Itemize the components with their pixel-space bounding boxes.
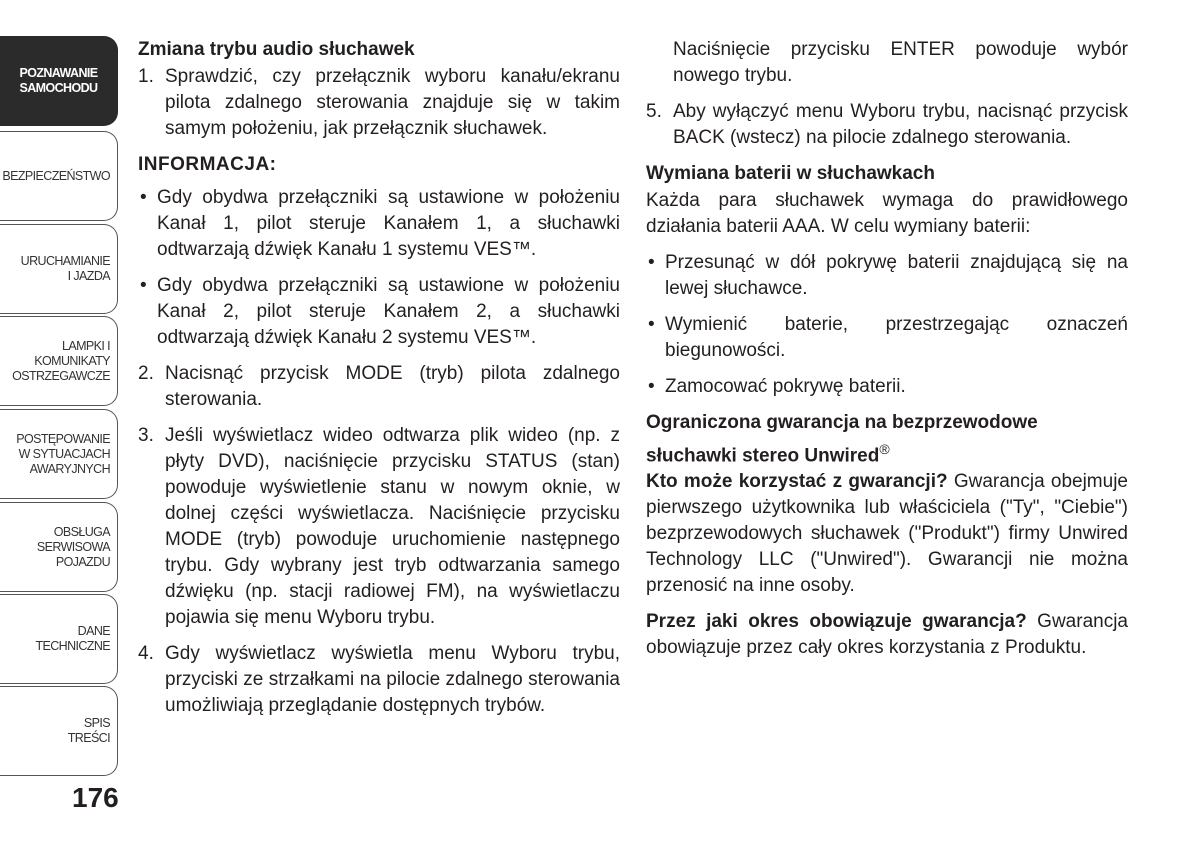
battery-heading: Wymiana baterii w słuchawkach [646, 163, 935, 184]
tab-postepowanie-w-sytuacjach-awaryjnych[interactable] [0, 409, 118, 499]
step-text: Sprawdzić, czy przełącznik wyboru kanału/ekranu pilota zdalnego sterowania znajduje się w takim samym położeniu, jak przełącznik słuchawek. [165, 66, 620, 139]
tab-uruchamianie-i-jazda[interactable] [0, 224, 118, 314]
step-item [646, 99, 1128, 151]
bullet-item: • Zamocować pokrywę baterii. [646, 374, 1128, 400]
tab-label: OBSŁUGA SERWISOWA POJAZDU [36, 524, 110, 569]
steps-list-2 [138, 361, 620, 719]
steps-list-3 [646, 99, 1128, 151]
tab-lampki-i-komunikaty[interactable] [0, 316, 118, 406]
warranty-period-answer: Gwarancja obowiązuje przez cały okres korzystania z Produktu. [646, 611, 1128, 659]
info-label: INFORMACJA: [138, 154, 277, 175]
tab-bezpieczenstwo[interactable] [0, 131, 118, 221]
warranty-who-answer: Gwarancja obejmuje pierwszego użytkownika lub właściciela ("Ty", "Ciebie") bezprzewodowych słuchawek ("Produkt") firmy Unwired Technology LLC ("Unwired"). Gwarancji nie można przenosić na inne osoby. [646, 471, 1128, 597]
step-text: Nacisnąć przycisk MODE (tryb) pilota zdalnego sterowania. [165, 363, 620, 410]
step-item [138, 64, 620, 142]
step-number: 2. [138, 363, 154, 384]
step-number: 4. [138, 643, 154, 664]
step-text: Jeśli wyświetlacz wideo odtwarza plik wideo (np. z płyty DVD), naciśnięcie przycisku STATUS (stan) powoduje wyświetlenie stanu w nowym oknie, w dolnej części wyświetlacza. Naciśnięcie przycisku MODE (tryb) powoduje uruchomienie następnego trybu. Gdy wybrany jest tryb odtwarzania samego dźwięku (np. stacji radiowej FM), na wyświetlaczu pojawia się menu Wyboru trybu. [165, 425, 620, 628]
section-heading: Zmiana trybu audio słuchawek [138, 39, 415, 60]
tab-spis-tresci[interactable] [0, 686, 118, 776]
step-number: 3. [138, 425, 154, 446]
bullet-item: • Gdy obydwa przełączniki są ustawione w położeniu Kanał 2, pilot steruje Kanałem 2, a słuchawki odtwarzają dźwięk Kanału 2 systemu VES™. [138, 273, 620, 351]
step-text: Gdy wyświetlacz wyświetla menu Wyboru trybu, przyciski ze strzałkami na pilocie zdalnego sterowania umożliwiają przeglądanie dostępnych trybów. [165, 643, 620, 716]
tab-dane-techniczne[interactable] [0, 594, 118, 684]
step-continuation: Naciśnięcie przycisku ENTER powoduje wybór nowego trybu. [673, 39, 1128, 86]
info-bullets [138, 185, 620, 351]
tab-label: BEZPIECZEŃSTWO [2, 168, 110, 183]
battery-intro: Każda para słuchawek wymaga do prawidłowego działania baterii AAA. W celu wymiany baterii: [646, 190, 1128, 237]
tab-obsluga-serwisowa[interactable] [0, 502, 118, 592]
warranty-who-question: Kto może korzystać z gwarancji? [646, 471, 948, 493]
tab-label: LAMPKI I KOMUNIKATY OSTRZEGAWCZE [12, 338, 110, 383]
warranty-period [646, 609, 1128, 661]
steps-list-1 [138, 64, 620, 142]
bullet-item: • Przesunąć w dół pokrywę baterii znajdującą się na lewej słuchawce. [646, 250, 1128, 302]
step-text: Aby wyłączyć menu Wyboru trybu, nacisnąć przycisk BACK (wstecz) na pilocie zdalnego sterowania. [673, 101, 1128, 148]
battery-bullets [646, 250, 1128, 400]
step-number: 5. [646, 101, 662, 122]
step-item [138, 423, 620, 631]
step-number: 1. [138, 66, 154, 87]
warranty-who [646, 469, 1128, 599]
bullet-item: • Gdy obydwa przełączniki są ustawione w położeniu Kanał 1, pilot steruje Kanałem 1, a słuchawki odtwarzają dźwięk Kanału 1 systemu VES™. [138, 185, 620, 263]
warranty-heading [646, 410, 1128, 469]
bullet-item: • Wymienić baterie, przestrzegając oznaczeń biegunowości. [646, 312, 1128, 364]
page-number: 176 [72, 782, 119, 813]
step-item [138, 361, 620, 413]
registered-mark: ® [879, 441, 890, 457]
warranty-heading-text: Ograniczona gwarancja na bezprzewodowe słuchawki stereo Unwired [646, 412, 1038, 467]
step-item [138, 641, 620, 719]
tab-label: URUCHAMIANIE I JAZDA [20, 254, 110, 283]
left-column [138, 37, 620, 729]
tab-poznawanie-samochodu[interactable] [0, 36, 118, 126]
right-column [646, 37, 1128, 671]
tab-label: DANE TECHNICZNE [35, 624, 110, 653]
tab-label: POSTĘPOWANIE W SYTUACJACH AWARYJNYCH [16, 431, 110, 476]
warranty-period-question: Przez jaki okres obowiązuje gwarancja? [646, 611, 1027, 633]
tab-label: SPIS TREŚCI [67, 716, 110, 745]
tab-label: POZNAWANIE SAMOCHODU [19, 66, 98, 95]
